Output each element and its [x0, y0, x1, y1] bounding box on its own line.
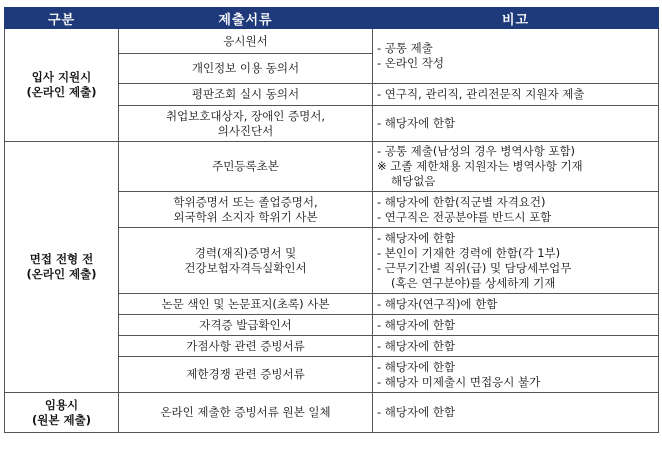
document-text: 개인정보 이용 동의서: [191, 61, 300, 75]
header-category: 구분: [5, 8, 119, 29]
document-name: [119, 315, 373, 336]
document-text: 주민등록초본: [212, 159, 279, 173]
remark-cell: [373, 294, 659, 315]
category-cell-interview: [5, 142, 119, 393]
category-line: 면접 전형 전: [29, 252, 94, 266]
remark-line: 해당없음: [391, 174, 436, 188]
document-text: 취업보호대상자, 장애인 증명서,: [165, 108, 326, 123]
header-remarks: 비고: [373, 8, 659, 29]
document-name: [119, 84, 373, 106]
document-name: [119, 357, 373, 393]
remark-line: - 해당자에 한함: [377, 317, 456, 332]
category-line: (온라인 제출): [26, 85, 97, 99]
document-name: [119, 29, 373, 54]
document-name: [119, 294, 373, 315]
remark-line: - 연구직은 전공분야를 반드시 포함: [377, 209, 552, 224]
document-text: 건강보험자격득실확인서: [184, 260, 307, 275]
document-text: 온라인 제출한 증빙서류 원본 일체: [160, 405, 331, 419]
document-name: [119, 54, 373, 84]
document-text: 가점사항 관련 증빙서류: [186, 338, 305, 353]
document-text: 논문 색인 및 논문표지(초록) 사본: [161, 296, 330, 311]
remark-line: - 해당자(연구직)에 한함: [377, 296, 498, 311]
remark-line: - 해당자에 한함(직군별 자격요건): [377, 194, 546, 209]
table-row: [5, 142, 659, 192]
remark-line: - 해당자에 한함: [377, 405, 456, 419]
document-name: [119, 142, 373, 192]
table-header-row: [5, 8, 659, 29]
remark-cell: [373, 336, 659, 357]
remark-line: - 온라인 작성: [377, 56, 445, 70]
document-text: 응시원서: [223, 33, 268, 48]
remark-line: - 근무기간별 직위(급) 및 담당세부업무: [377, 260, 572, 275]
remark-line: - 해당자에 한함: [377, 359, 456, 374]
header-documents: 제출서류: [119, 8, 373, 29]
remark-cell: [373, 192, 659, 228]
remark-line: - 본인이 기재한 경력에 한함(각 1부): [377, 245, 561, 260]
remark-cell: [373, 357, 659, 393]
document-text: 외국학위 소지자 학위기 사본: [173, 209, 318, 224]
document-text: 제한경쟁 관련 증빙서류: [186, 367, 305, 381]
remark-line: ※ 고졸 제한채용 지원자는 병역사항 기재: [377, 159, 583, 173]
document-text: 경력(재직)증명서 및: [194, 245, 297, 260]
remark-cell: [373, 29, 659, 84]
category-line: (온라인 제출): [26, 267, 97, 281]
remark-line: - 해당자에 한함: [377, 230, 456, 245]
document-text: 의사진단서: [217, 123, 274, 138]
remark-cell: [373, 106, 659, 142]
document-name: [119, 393, 373, 433]
document-text: 자격증 발급확인서: [199, 317, 292, 332]
document-name: [119, 336, 373, 357]
category-line: (원본 제출): [32, 412, 91, 427]
category-line: 임용시: [44, 397, 79, 412]
remark-line: - 공통 제출(남성의 경우 병역사항 포함): [377, 144, 576, 158]
submission-documents-table: [4, 7, 659, 433]
remark-line: - 해당자에 한함: [377, 116, 456, 130]
remark-line: - 해당자에 한함: [377, 338, 456, 353]
table-row: [5, 29, 659, 54]
table-row: [5, 393, 659, 433]
remark-cell: [373, 393, 659, 433]
document-text: 학위증명서 또는 졸업증명서,: [173, 194, 318, 209]
remark-cell: [373, 142, 659, 192]
remark-line: - 연구직, 관리직, 관리전문직 지원자 제출: [377, 87, 585, 101]
document-name: [119, 192, 373, 228]
remark-line: - 공통 제출: [377, 41, 433, 55]
remark-cell: [373, 315, 659, 336]
category-cell-application: [5, 29, 119, 142]
document-name: [119, 228, 373, 294]
remark-cell: [373, 228, 659, 294]
document-text: 평판조회 실시 동의서: [191, 87, 300, 101]
document-name: [119, 106, 373, 142]
category-line: 입사 지원시: [31, 70, 92, 84]
remark-cell: [373, 84, 659, 106]
remark-line: (혹은 연구분야)를 상세하게 기재: [391, 275, 556, 290]
category-cell-appointment: [5, 393, 119, 433]
remark-line: - 해당자 미제출시 면접응시 불가: [377, 374, 541, 389]
